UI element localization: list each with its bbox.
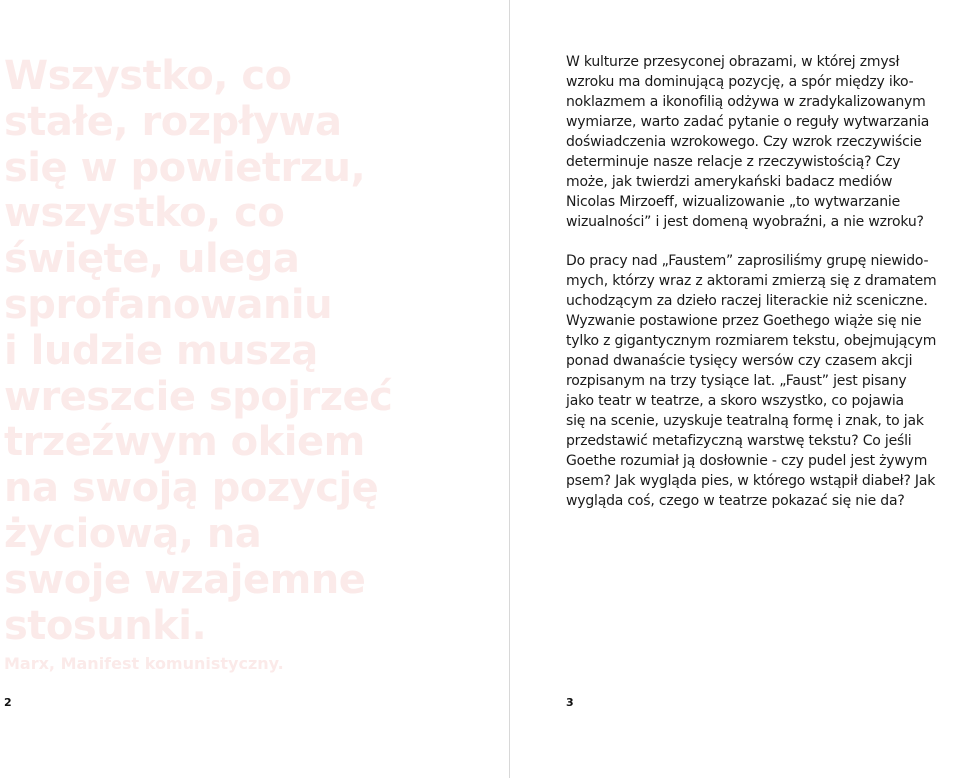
text-line: się na scenie, uzyskuje teatralną formę i znak, to jak: [566, 413, 924, 429]
quote-line: święte, ulega: [4, 236, 300, 283]
quote-line: życiową, na: [4, 510, 262, 557]
text-line: może, jak twierdzi amerykański badacz mediów: [566, 174, 893, 190]
quote-line: wszystko, co: [4, 190, 285, 237]
text-line: Do pracy nad „Faustem” zaprosiliśmy grupę niewido-: [566, 253, 929, 269]
text-line: mych, którzy wraz z aktorami zmierzą się z dramatem: [566, 273, 937, 289]
text-line: wymiarze, warto zadać pytanie o reguły wytwarzania: [566, 114, 930, 130]
body-paragraph-2: [566, 251, 960, 511]
text-line: wzroku ma dominującą pozycję, a spór między iko-: [566, 74, 914, 90]
quote-line: się w powietrzu,: [4, 144, 366, 191]
page-number-right: 3: [566, 696, 574, 709]
quote-line: stałe, rozpływa: [4, 98, 342, 145]
text-line: przedstawić metafizyczną warstwę tekstu? Co jeśli: [566, 433, 912, 449]
text-line: noklazmem a ikonofilią odżywa w zradykalizowanym: [566, 94, 926, 110]
text-line: W kulturze przesyconej obrazami, w której zmysł: [566, 54, 900, 70]
text-line: jako teatr w teatrze, a skoro wszystko, co pojawia: [566, 393, 904, 409]
text-line: Wyzwanie postawione przez Goethego wiąże się nie: [566, 313, 922, 329]
quote-line: trzeźwym okiem: [4, 419, 365, 466]
text-line: psem? Jak wygląda pies, w którego wstąpił diabeł? Jak: [566, 473, 936, 489]
quote-attribution: Marx, Manifest komunistyczny.: [4, 654, 284, 673]
text-line: Nicolas Mirzoeff, wizualizowanie „to wytwarzanie: [566, 194, 901, 210]
text-line: Goethe rozumiał ją dosłownie - czy pudel jest żywym: [566, 453, 928, 469]
text-line: ponad dwanaście tysięcy wersów czy czasem akcji: [566, 353, 913, 369]
page-number-left: 2: [4, 696, 12, 709]
quote-line: sprofanowaniu: [4, 281, 333, 328]
quote-line: Wszystko, co: [4, 53, 292, 99]
text-line: doświadczenia wzrokowego. Czy wzrok rzeczywiście: [566, 134, 922, 150]
quote-line: wreszcie spojrzeć: [4, 373, 393, 420]
text-line: rozpisanym na trzy tysiące lat. „Faust” jest pisany: [566, 373, 907, 389]
epigraph-quote: [4, 54, 424, 649]
text-line: wizualności” i jest domeną wyobraźni, a nie wzroku?: [566, 214, 924, 230]
text-line: tylko z gigantycznym rozmiarem tekstu, obejmującym: [566, 333, 937, 349]
text-line: determinuje nasze relacje z rzeczywistością? Czy: [566, 154, 901, 170]
quote-line: swoje wzajemne: [4, 556, 366, 603]
quote-line: na swoją pozycję: [4, 465, 379, 512]
right-page: [510, 0, 960, 778]
quote-line: stosunki.: [4, 602, 207, 649]
quote-line: i ludzie muszą: [4, 327, 318, 374]
body-paragraph-1: [566, 52, 960, 232]
text-line: wygląda coś, czego w teatrze pokazać się nie da?: [566, 493, 905, 509]
text-line: uchodzącym za dzieło raczej literackie niż sceniczne.: [566, 293, 928, 309]
